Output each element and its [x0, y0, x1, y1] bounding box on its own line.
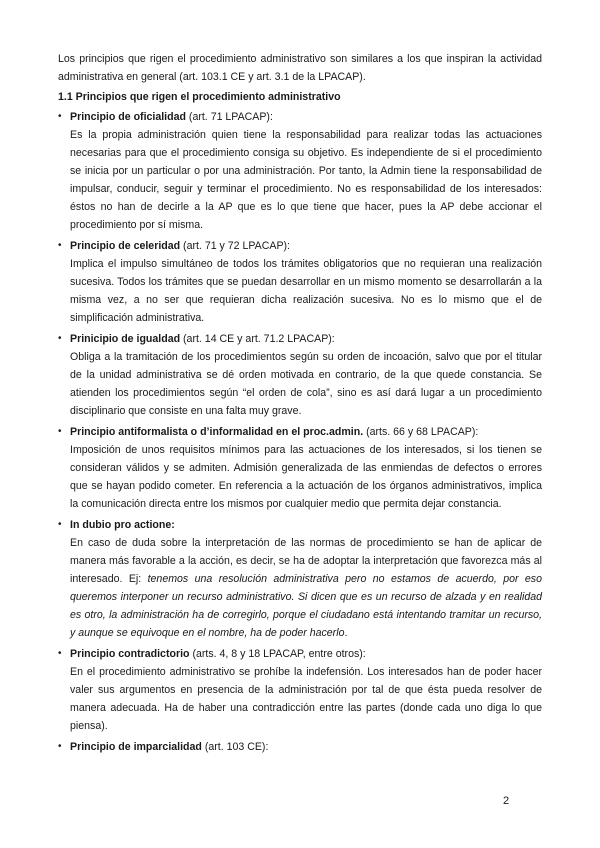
bullet-icon: • — [58, 426, 62, 437]
principle-body: Implica el impulso simultáneo de todos los trámites obligatorios que no requieran una realización sucesiva. Todos los trámites que se puedan desarrollar en un mismo momento se desarrollarán a la misma vez, a no ser que requieran dicha realización sucesiva. No es lo mismo que el de simplificación administrativa. — [70, 258, 542, 324]
principle-body: Imposición de unos requisitos mínimos para las actuaciones de los interesados, si los tienen se consideran válidos y se admiten. Admisión generalizada de las enmiendas de defectos o errores que se hayan podido cometer. En referencia a la actuación de los órganos administrativos, implica la comunicación directa entre los mismos por cualquier medio que permita dejar constancia. — [70, 444, 542, 510]
principle-body: En caso de duda sobre la interpretación de las normas de procedimiento se han de aplicar de manera más favorable a la acción, es decir, se ha de adoptar la interpretación que favorezca más al interesado. Ej: tenemos una resolución administrativa pero no estamos de acuerdo, por eso queremos interponer un recurso administrativo. Si dicen que es un recurso de alzada y en realidad es otro, la administración ha de corregirlo, porque el ciudadano está intentando tramitar un recurso, y aunque se equivoque en el nombre, ha de poder hacerlo. — [70, 537, 542, 639]
intro-paragraph: Los principios que rigen el procedimiento administrativo son similares a los que inspiran la actividad administrativa en general (art. 103.1 CE y art. 3.1 de la LPACAP). — [58, 53, 542, 83]
bullet-icon: • — [58, 333, 62, 344]
bullet-icon: • — [58, 111, 62, 122]
list-item — [58, 108, 542, 234]
principle-name: Principio antiformalista o d’informalidad en el proc.admin. — [70, 426, 364, 438]
principle-name: Principio de imparcialidad — [70, 741, 202, 753]
list-item — [58, 645, 542, 735]
principle-name: Prinicipio de igualdad — [70, 333, 181, 345]
principle-body: En el procedimiento administrativo se prohíbe la indefensión. Los interesados han de poder hacer valer sus argumentos en presencia de la administración por tal de que ésta pueda resolver de manera adecuada. Ha de haber una contradicción entre las partes (donde cada uno diga lo que piensa). — [70, 666, 542, 732]
section-title: 1.1 Principios que rigen el procedimiento administrativo — [58, 91, 341, 103]
principle-name: Principio de oficialidad — [70, 111, 186, 123]
list-item — [58, 738, 542, 756]
principle-ref: (arts. 4, 8 y 18 LPACAP, entre otros): — [189, 648, 366, 660]
bullet-icon: • — [58, 648, 62, 659]
principle-body: Es la propia administración quien tiene la responsabilidad para realizar todas las actuaciones necesarias para que el procedimiento consiga su objetivo. Es independiente de si el procedimiento se inicia por un particular o por una administración. Por tanto, la Admin tiene la responsabilidad de impulsar, conducir, seguir y terminar el procedimiento. No es responsabilidad de los interesados: éstos no han de decirle a la AP que es lo que tiene que hacer, pues la AP debe accionar el procedimiento por sí misma. — [70, 129, 542, 231]
bullet-icon: • — [58, 240, 62, 251]
principle-name: In dubio pro actione: — [70, 519, 175, 531]
principles-list — [58, 108, 542, 756]
page-number: 2 — [503, 795, 510, 807]
principle-ref: (arts. 66 y 68 LPACAP): — [363, 426, 479, 438]
principle-ref: (art. 103 CE): — [201, 741, 269, 753]
list-item — [58, 423, 542, 513]
bullet-icon: • — [58, 741, 62, 752]
list-item — [58, 330, 542, 420]
principle-ref: (art. 14 CE y art. 71.2 LPACAP): — [180, 333, 335, 345]
principle-ref: (art. 71 y 72 LPACAP): — [180, 240, 290, 252]
list-item — [58, 516, 542, 642]
document-page — [58, 50, 542, 759]
principle-ref: (art. 71 LPACAP): — [185, 111, 273, 123]
principle-body: Obliga a la tramitación de los procedimientos según su orden de incoación, salvo que por el titular de la unidad administrativa se dé orden motivada en contrario, de la que quede constancia. Se atienden los procedimientos según “el orden de cola”, sino es así dará lugar a un procedimiento disciplinario que consiste en una falta muy grave. — [70, 351, 542, 417]
principle-name: Principio contradictorio — [70, 648, 190, 660]
list-item — [58, 237, 542, 327]
principle-example: tenemos una resolución administrativa pero no estamos de acuerdo, por eso queremos interponer un recurso administrativo. Si dicen que es un recurso de alzada y en realidad es otro, la administración ha de corregirlo, porque el ciudadano está intentando tramitar un recurso, y aunque se equivoque en el nombre, ha de poder hacerlo — [70, 573, 542, 639]
principle-name: Principio de celeridad — [70, 240, 181, 252]
bullet-icon: • — [58, 519, 62, 530]
